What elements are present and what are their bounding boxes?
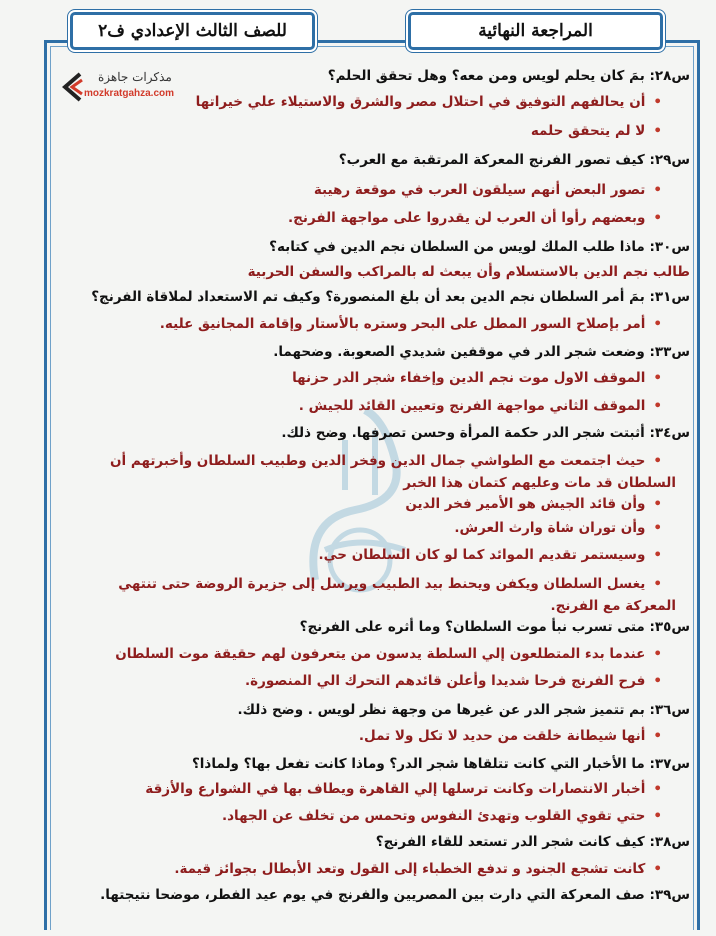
question-line: س٣٧: ما الأخبار التي كانت تتلقاها شجر الدر؟ وماذا كانت تفعل بها؟ ولماذا؟ (191, 756, 690, 772)
answer-bullet: • حتي تقوي القلوب وتهدئ النفوس وتحمس من تخلف عن الجهاد. (78, 808, 676, 824)
answer-line: طالب نجم الدين بالاستسلام وأن يبعث له بالمراكب والسفن الحربية (247, 264, 690, 280)
question-line: س٣١: بمَ أمر السلطان نجم الدين بعد أن بلغ المنصورة؟ وكيف تم الاستعداد لملاقاة الفرنج؟ (91, 289, 690, 305)
answer-bullet: • يغسل السلطان ويكفن ويحنط بيد الطبيب ويرسل إلى جزيرة الروضة حتى تنتهي المعركة مع الفرنج. (78, 573, 676, 617)
question-line: س٢٩: كيف تصور الفرنج المعركة المرتقبة مع العرب؟ (338, 152, 690, 168)
question-line: س٣٤: أثبتت شجر الدر حكمة المرأة وحسن تصرفها. وضح ذلك. (281, 425, 690, 441)
answer-bullet: • الموقف الثاني مواجهة الفرنج وتعيين القائد للجيش . (78, 398, 676, 414)
question-line: س٣٠: ماذا طلب الملك لويس من السلطان نجم الدين في كتابه؟ (269, 239, 690, 255)
answer-bullet: • أخبار الانتصارات وكانت ترسلها إلي القاهرة ويطاف بها في الشوارع والأزقة (78, 781, 676, 797)
grade-title: للصف الثالث الإعدادي ف٢ (70, 12, 315, 50)
question-line: س٣٨: كيف كانت شجر الدر تستعد للقاء الفرنج؟ (375, 834, 690, 850)
answer-bullet: • فرح الفرنج فرحا شديدا وأعلن قائدهم التحرك الي المنصورة. (78, 673, 676, 689)
page-title: المراجعة النهائية (408, 12, 663, 50)
answer-bullet: • كانت تشجع الجنود و تدفع الخطباء إلى القول وتعد الأبطال بجوائز قيمة. (78, 861, 676, 877)
answer-bullet: • أمر بإصلاح السور المطل على البحر وستره بالأستار وإقامة المجانيق عليه. (78, 316, 676, 332)
question-line: س٣٥: متى تسرب نبأ موت السلطان؟ وما أثره على الفرنج؟ (299, 619, 690, 635)
answer-bullet: • وسيستمر تقديم الموائد كما لو كان السلطان حي. (78, 547, 676, 563)
answer-bullet: • لا لم يتحقق حلمه (78, 123, 676, 139)
answer-bullet: • أنها شيطانة خلقت من حديد لا تكل ولا تمل. (78, 728, 676, 744)
logo-arabic-text: مذكرات جاهزة (98, 70, 172, 84)
answer-bullet: • عندما بدء المتطلعون إلي السلطة يدسون من يتعرفون لهم حقيقة موت السلطان (78, 646, 676, 662)
answer-bullet: • وبعضهم رأوا أن العرب لن يقدروا على مواجهة الفرنج. (78, 210, 676, 226)
answer-bullet: • حيث اجتمعت مع الطواشي جمال الدين وفخر الدين وطبيب السلطان وأخبرتهم أن السلطان قد مات وعليهم كتمان هذا الخبر (78, 450, 676, 494)
question-line: س٣٩: صف المعركة التي دارت بين المصريين والفرنج في يوم عيد الفطر، موضحا نتيجتها. (100, 887, 690, 903)
answer-bullet: • وأن توران شاة وارث العرش. (78, 520, 676, 536)
answer-bullet: • الموقف الاول موت نجم الدين وإخفاء شجر الدر حزنها (78, 370, 676, 386)
logo-url: mozkratgahza.com (84, 88, 175, 99)
answer-bullet: • وأن قائد الجيش هو الأمير فخر الدين (78, 496, 676, 512)
answer-bullet: • تصور البعض أنهم سيلقون العرب في موقعة رهيبة (78, 182, 676, 198)
question-line: س٢٨: بمَ كان يحلم لويس ومن معه؟ وهل تحقق الحلم؟ (327, 68, 690, 84)
answer-bullet: • أن يحالفهم التوفيق في احتلال مصر والشرق والاستيلاء علي خيراتها (78, 94, 676, 110)
question-line: س٣٣: وضعت شجر الدر في موقفين شديدي الصعوبة. وضحهما. (273, 344, 690, 360)
question-line: س٣٦: بم تتميز شجر الدر عن غيرها من وجهة نظر لويس . وضح ذلك. (237, 702, 690, 718)
